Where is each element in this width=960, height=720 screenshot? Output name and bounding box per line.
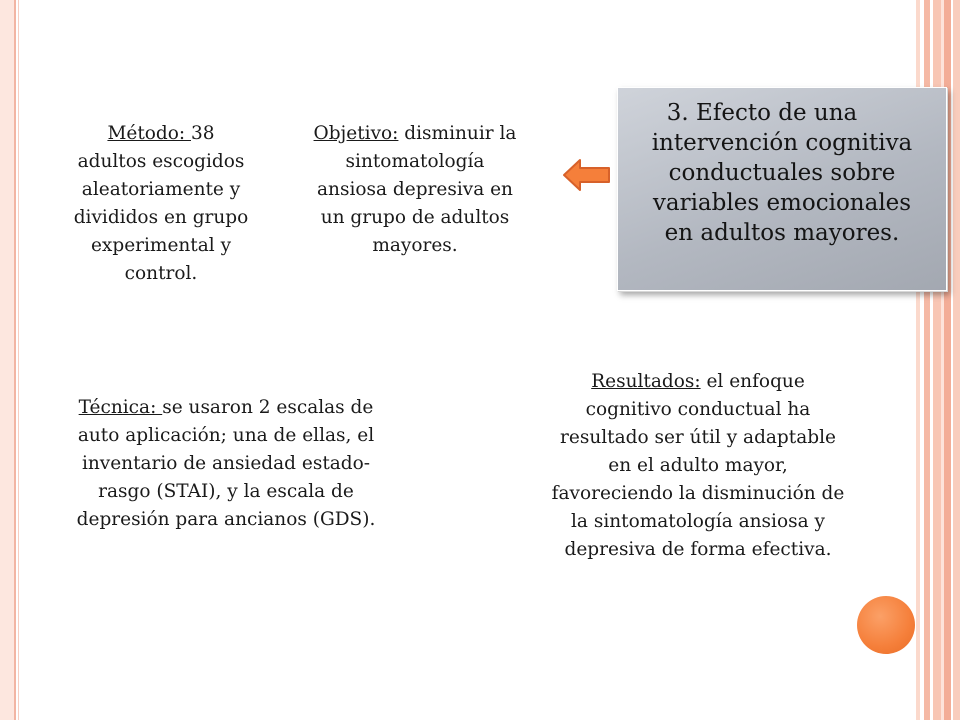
metodo-line: control. [124, 263, 198, 284]
metodo-line: divididos en grupo [73, 207, 249, 228]
tecnica-line: se usaron 2 escalas de [162, 397, 374, 418]
tecnica-line: depresión para ancianos (GDS). [76, 509, 376, 530]
title-line: en adultos mayores. [664, 220, 900, 246]
metodo-line: adultos escogidos [77, 151, 245, 172]
objetivo-line: un grupo de adultos [320, 207, 510, 228]
objetivo-label: Objetivo: [313, 123, 399, 144]
orange-circle-icon [857, 596, 915, 654]
title-line: 3. Efecto de una [666, 100, 858, 126]
tecnica-line: inventario de ansiedad estado- [81, 453, 371, 474]
objetivo-line: ansiosa depresiva en [317, 179, 513, 200]
tecnica-line: rasgo (STAI), y la escala de [98, 481, 354, 502]
objetivo-text [290, 120, 540, 260]
title-line: conductuales sobre [668, 160, 896, 186]
resultados-line: en el adulto mayor, [608, 455, 788, 476]
objetivo-line: disminuir la [398, 123, 517, 144]
left-border-line-thin [18, 0, 19, 720]
objetivo-line: mayores. [372, 235, 458, 256]
tecnica-text [40, 394, 412, 534]
resultados-text [504, 368, 892, 564]
metodo-text [48, 120, 274, 288]
title-line: intervención cognitiva [651, 130, 913, 156]
tecnica-line: auto aplicación; una de ellas, el [77, 425, 375, 446]
tecnica-label: Técnica: [78, 397, 163, 418]
resultados-line: depresiva de forma efectiva. [564, 539, 832, 560]
resultados-label: Resultados: [591, 371, 701, 392]
metodo-line: 38 [191, 123, 215, 144]
resultados-line: favoreciendo la disminución de [551, 483, 845, 504]
metodo-line: experimental y [90, 235, 232, 256]
resultados-line: resultado ser útil y adaptable [560, 427, 836, 448]
resultados-line: el enfoque [700, 371, 805, 392]
left-border-line [14, 0, 16, 720]
resultados-line: la sintomatología ansiosa y [571, 511, 825, 532]
left-arrow-icon [562, 158, 612, 192]
resultados-line: cognitivo conductual ha [585, 399, 811, 420]
metodo-label: Método: [107, 123, 191, 144]
objetivo-line: sintomatología [345, 151, 485, 172]
title-box [617, 87, 947, 291]
left-border-band [0, 0, 14, 720]
metodo-line: aleatoriamente y [81, 179, 241, 200]
title-line: variables emocionales [652, 190, 912, 216]
